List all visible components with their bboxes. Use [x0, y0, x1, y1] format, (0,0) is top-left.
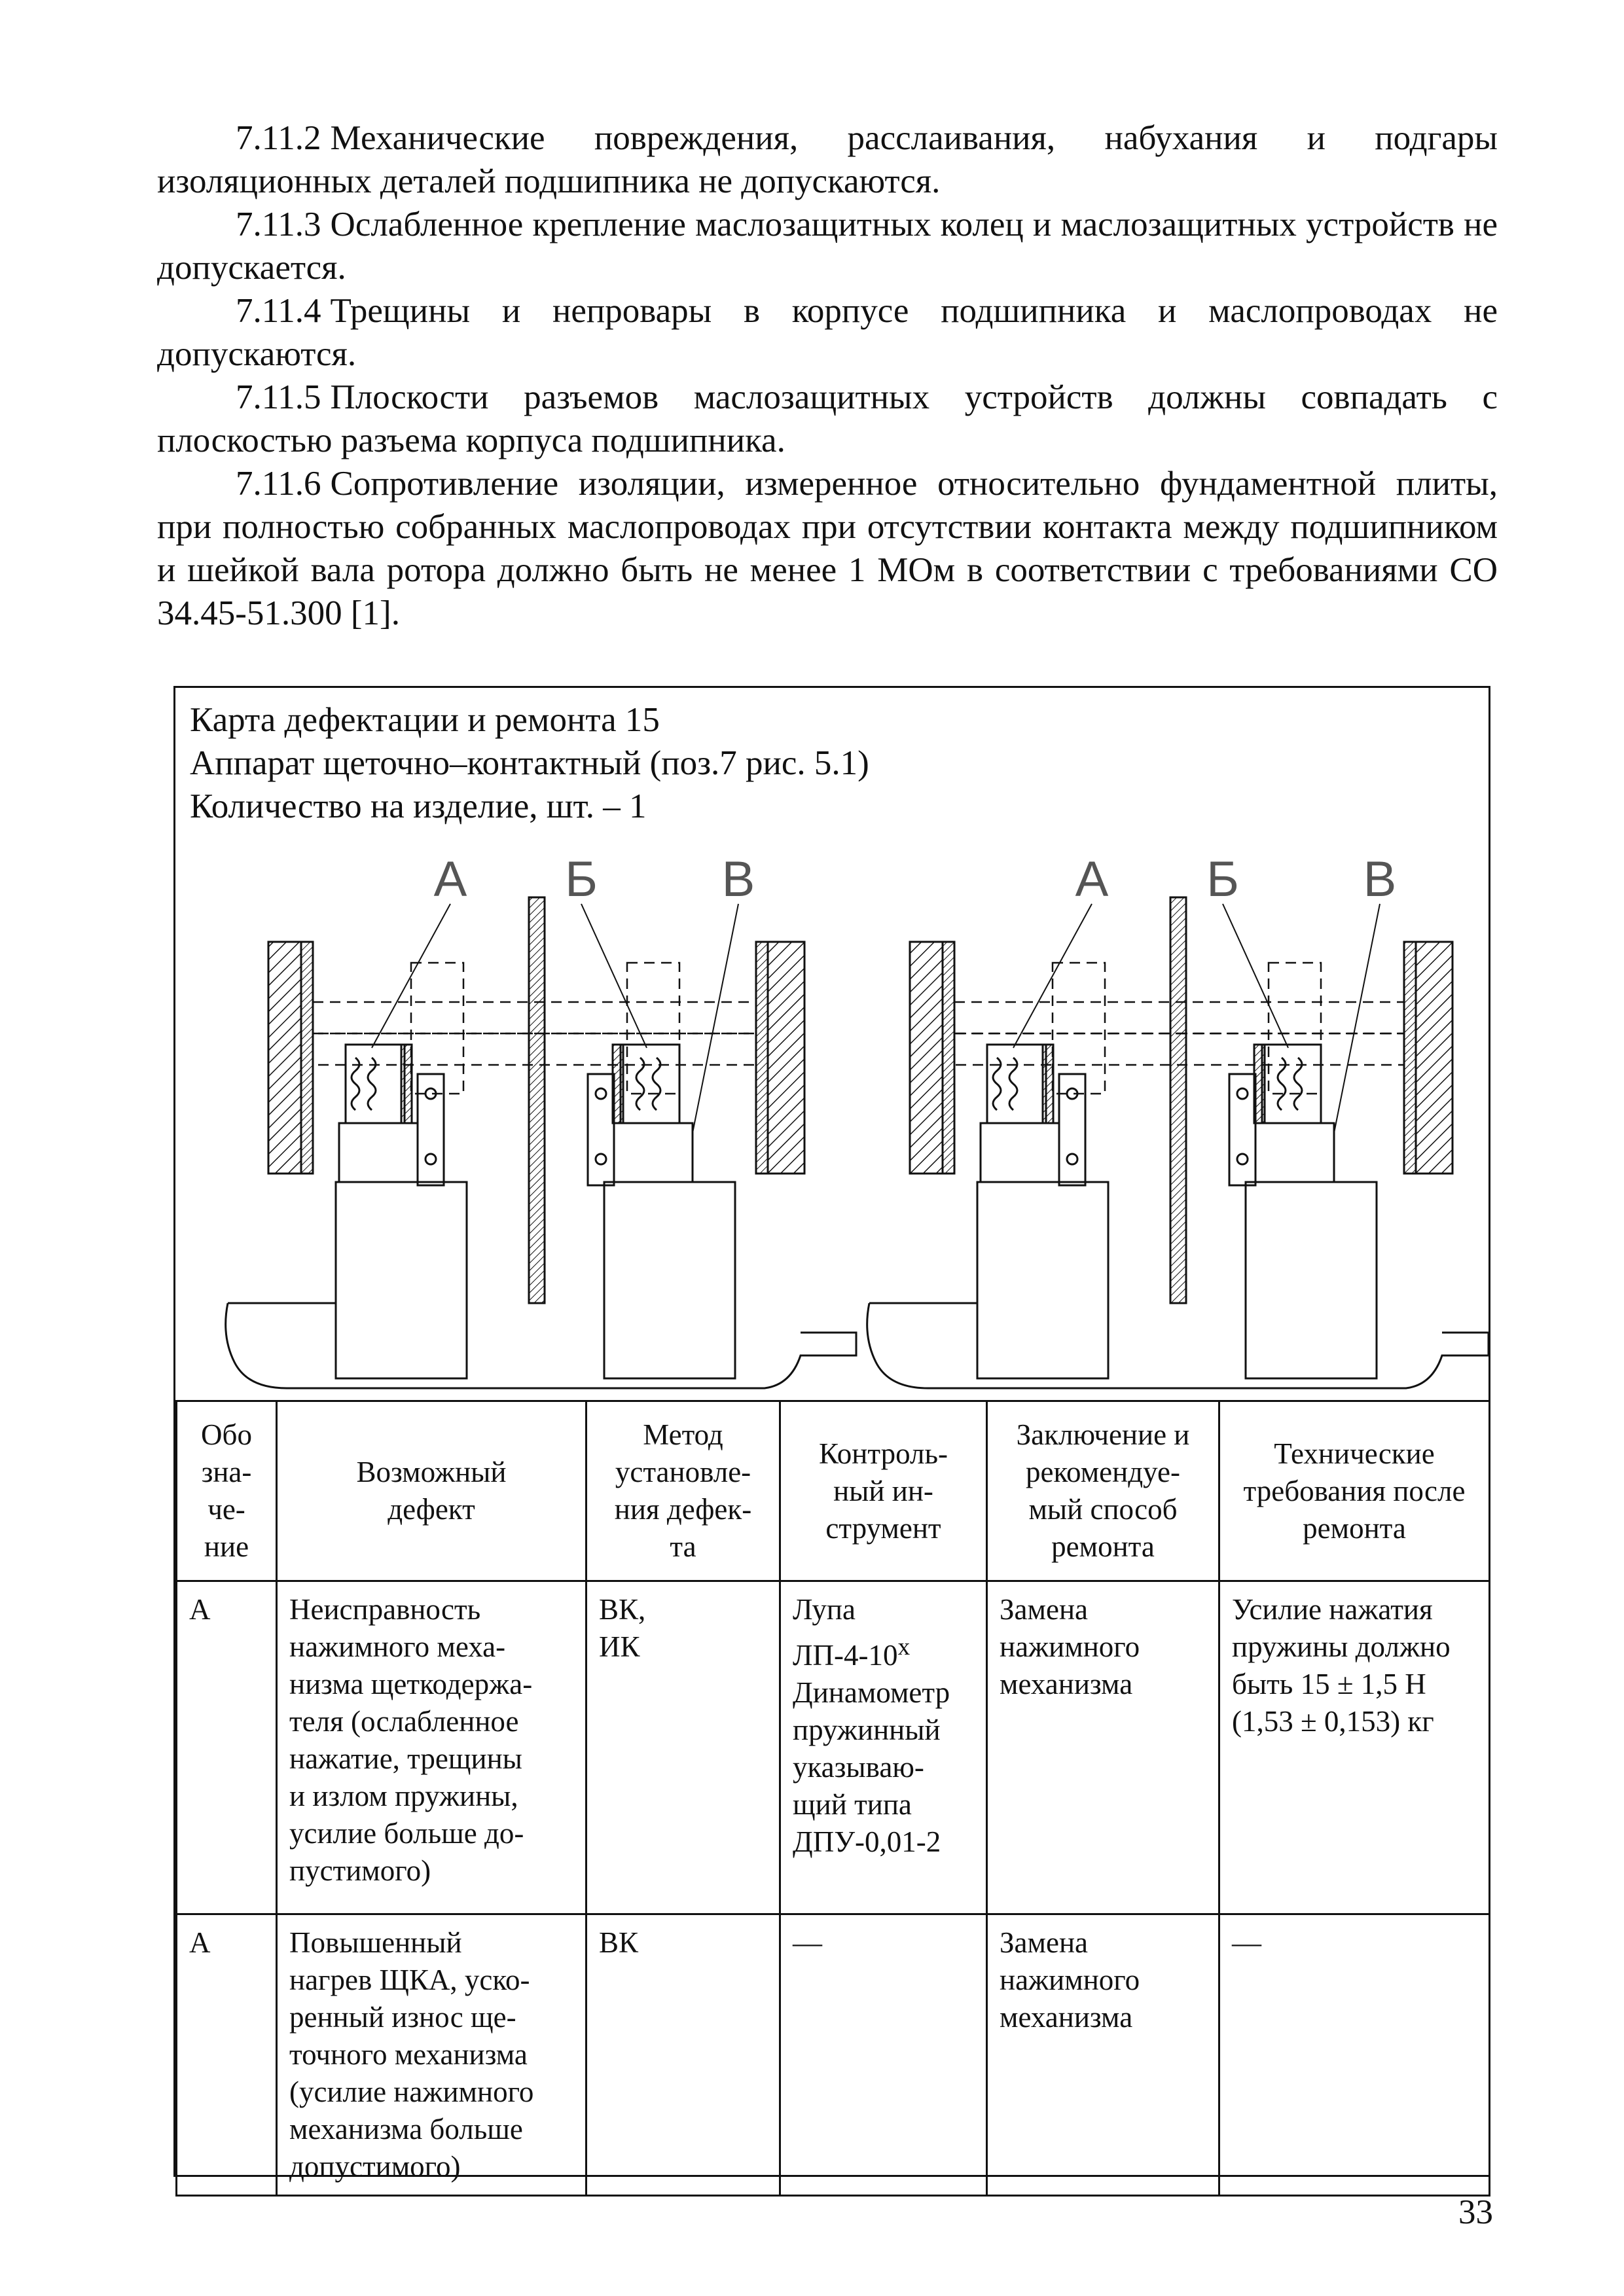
paragraph-7-11-5: 7.11.5 Плоскости разъемов маслозащитных устройств должны совпадать с плоскостью разъема корпуса подшипника.	[157, 378, 1498, 459]
right-view	[867, 897, 1489, 1388]
callout-a-right: А	[1075, 852, 1109, 907]
cell-defect: Неисправность нажимного меха- низма щеткодержа- теля (ослабленное нажатие, трещины и излом пружины, усилие больше до- пустимого)	[277, 1581, 586, 1914]
page-number: 33	[1458, 2193, 1493, 2231]
right-view-callouts	[1075, 852, 1397, 907]
brush-contact-assembly-drawing	[175, 832, 1489, 1421]
header-tool: Контроль- ный ин- струмент	[780, 1401, 987, 1581]
cell-tool: —	[780, 1914, 987, 2196]
callout-b-left: Б	[565, 852, 598, 907]
defect-card	[173, 686, 1490, 2183]
cell-designation: А	[177, 1581, 277, 1914]
paragraph-7-11-3: 7.11.3 Ослабленное крепление маслозащитных колец и маслозащитных устройств не допускается.	[157, 206, 1498, 287]
card-quantity: Количество на изделие, шт. – 1	[190, 787, 647, 825]
header-repair: Заключение и рекомендуе- мый способ ремонта	[987, 1401, 1219, 1581]
header-method: Метод установле- ния дефек- та	[586, 1401, 780, 1581]
paragraph-7-11-6: 7.11.6 Сопротивление изоляции, измеренное относительно фундаментной плиты, при полностью собранных маслопроводах при отсутствии контакта между подшипником и шейкой вала ротора должно быть не менее 1 МОм в соответствии с требованиями СО 34.45-51.300 [1].	[157, 465, 1498, 632]
cell-requirements: Усилие нажатия пружины должно быть 15 ± 1,5 Н (1,53 ± 0,153) кг	[1219, 1581, 1490, 1914]
cell-repair: Замена нажимного механизма	[987, 1581, 1219, 1914]
cell-method: ВК, ИК	[586, 1581, 780, 1914]
cell-tool: Лупа $ЛП-4-10^х$ Динамометр пружинный указываю- щий типа ДПУ-0,01-2	[780, 1581, 987, 1914]
cell-requirements: —	[1219, 1914, 1490, 2196]
table-row	[177, 1581, 1490, 1914]
cell-designation: А	[177, 1914, 277, 2196]
left-view	[226, 897, 856, 1388]
paragraph-7-11-4: 7.11.4 Трещины и непровары в корпусе подшипника и маслопроводах не допускаются.	[157, 292, 1498, 373]
defects-table	[175, 1400, 1490, 2197]
table-header-row	[177, 1401, 1490, 1581]
callout-v-right: В	[1363, 852, 1397, 907]
card-header	[190, 698, 869, 828]
header-defect: Возможный дефект	[277, 1401, 586, 1581]
cell-method: ВК	[586, 1914, 780, 2196]
card-subtitle: Аппарат щеточно–контактный (поз.7 рис. 5.1)	[190, 744, 869, 782]
cell-defect: Повышенный нагрев ЩКА, уско- ренный износ ще- точного механизма (усилие нажимного механизма больше допустимого)	[277, 1914, 586, 2196]
callout-b-right: Б	[1206, 852, 1239, 907]
header-requirements: Технические требования после ремонта	[1219, 1401, 1490, 1581]
cell-repair: Замена нажимного механизма	[987, 1914, 1219, 2196]
table-row	[177, 1914, 1490, 2196]
body-text	[157, 117, 1498, 635]
callout-a-left: А	[433, 852, 467, 907]
card-title: Карта дефектации и ремонта 15	[190, 701, 660, 739]
callout-v-left: В	[721, 852, 755, 907]
left-view-callouts	[434, 852, 755, 907]
header-designation: Обо зна- че- ние	[177, 1401, 277, 1581]
paragraph-7-11-2: 7.11.2 Механические повреждения, расслаивания, набухания и подгары изоляционных деталей подшипника не допускаются.	[157, 119, 1498, 200]
